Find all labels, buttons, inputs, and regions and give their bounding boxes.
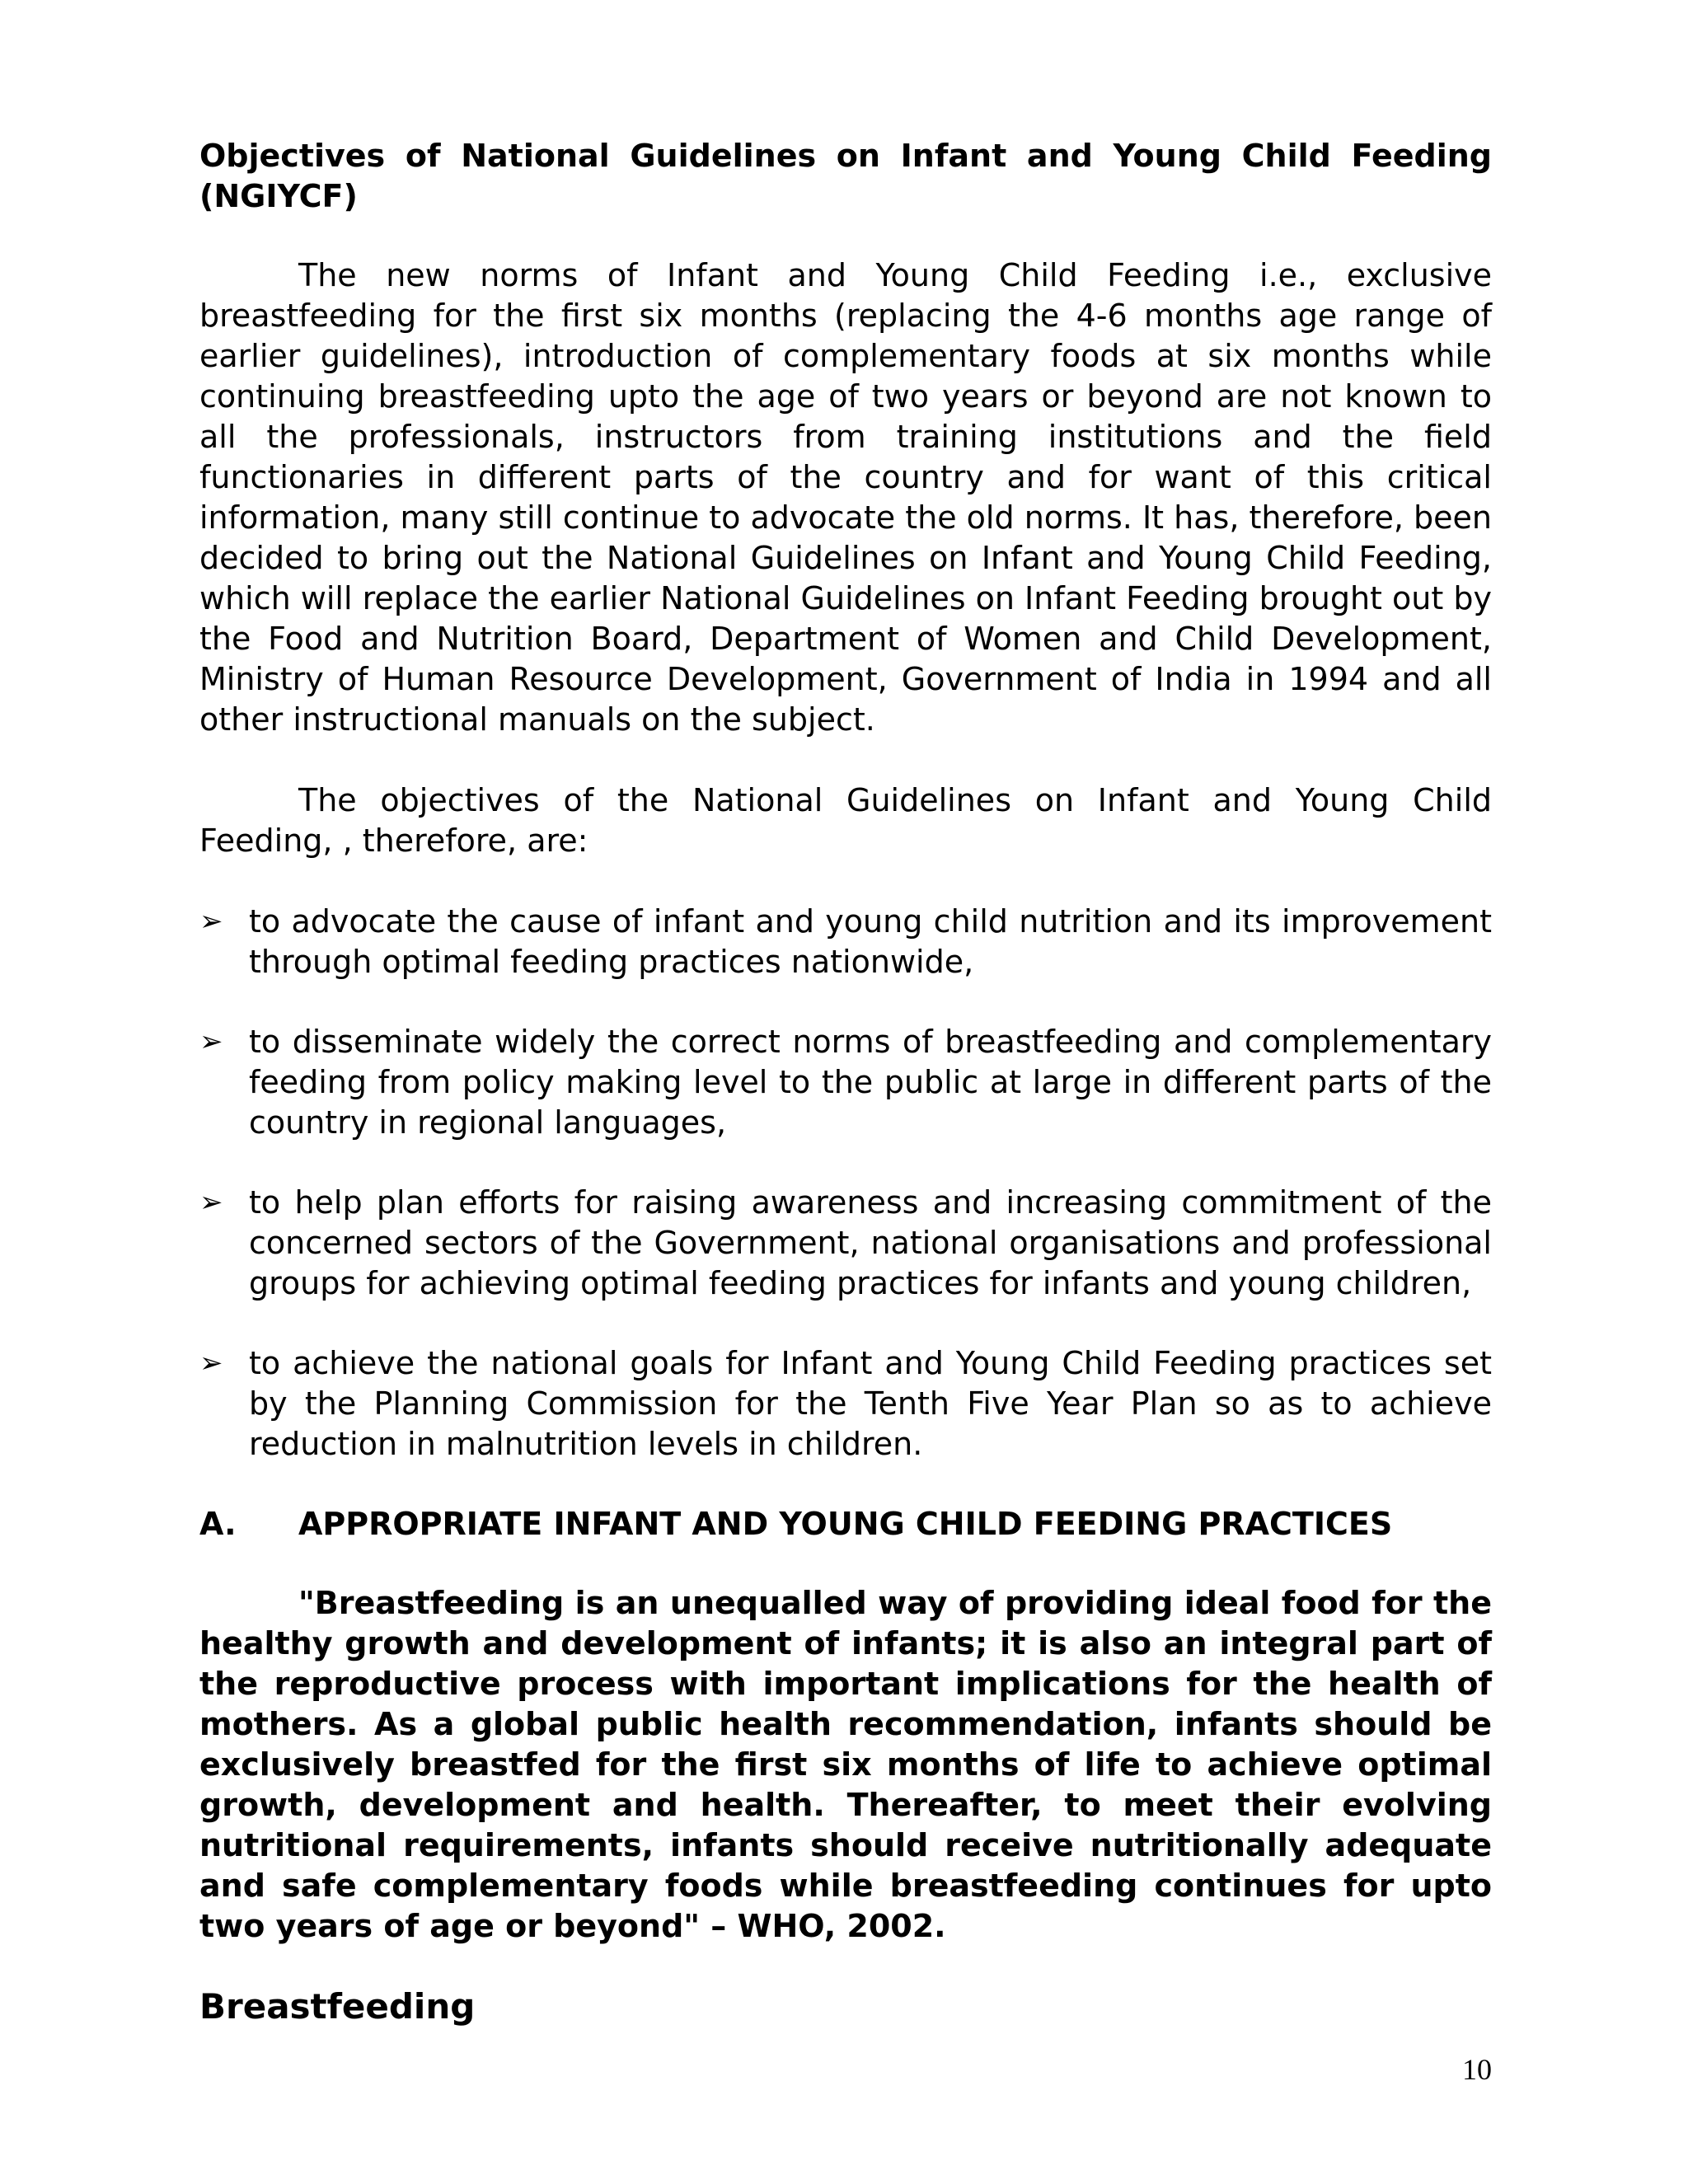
objective-text: to disseminate widely the correct norms of breastfeeding and complementary feeding from policy making level to the public at large in different parts of the country in regional languages, [249, 1024, 1492, 1141]
objective-item [199, 1022, 1492, 1143]
page-content [199, 136, 1492, 2028]
objective-item [199, 902, 1492, 982]
who-quote: "Breastfeeding is an unequalled way of providing ideal food for the healthy growth and development of infants; it is also an integral part of the reproductive process with important implications for the health of mothers. As a global public health recommendation, infants should be exclusively breastfed for the first six months of life to achieve optimal growth, development and health. Thereafter, to meet their evolving nutritional requirements, infants should receive nutritionally adequate and safe complementary foods while breastfeeding continues for upto two years of age or beyond" – WHO, 2002. [199, 1585, 1492, 1944]
objectives-list [199, 902, 1492, 1465]
objective-item [199, 1343, 1492, 1465]
objective-text: to advocate the cause of infant and young child nutrition and its improvement through optimal feeding practices nationwide, [249, 903, 1492, 980]
objectives-intro-paragraph: The objectives of the National Guidelines on Infant and Young Child Feeding, , therefore, are: [199, 782, 1492, 859]
intro-paragraph: The new norms of Infant and Young Child Feeding i.e., exclusive breastfeeding for the first six months (replacing the 4-6 months age range of earlier guidelines), introduction of complementary foods at six months while continuing breastfeeding upto the age of two years or beyond are not known to all the professionals, instructors from training institutions and the field functionaries in different parts of the country and for want of this critical information, many still continue to advocate the old norms. It has, therefore, been decided to bring out the National Guidelines on Infant and Young Child Feeding, which will replace the earlier National Guidelines on Infant Feeding brought out by the Food and Nutrition Board, Department of Women and Child Development, Ministry of Human Resource Development, Government of India in 1994 and all other instructional manuals on the subject. [199, 257, 1492, 738]
objective-text: to achieve the national goals for Infant and Young Child Feeding practices set by the Planning Commission for the Tenth Five Year Plan so as to achieve reduction in malnutrition levels in children. [249, 1345, 1492, 1462]
section-heading [199, 1504, 1492, 1544]
arrow-bullet-icon: ➢ [199, 905, 223, 938]
section-title: APPROPRIATE INFANT AND YOUNG CHILD FEEDING PRACTICES [298, 1506, 1393, 1542]
document-heading: Objectives of National Guidelines on Infant and Young Child Feeding (NGIYCF) [199, 138, 1492, 214]
objective-text: to help plan efforts for raising awareness and increasing commitment of the concerned sectors of the Government, national organisations and professional groups for achieving optimal feeding practices for infants and young children, [249, 1184, 1492, 1301]
breastfeeding-subheading: Breastfeeding [199, 1986, 476, 2027]
arrow-bullet-icon: ➢ [199, 1186, 223, 1219]
section-letter: A. [199, 1506, 237, 1542]
page-number: 10 [1462, 2053, 1492, 2086]
arrow-bullet-icon: ➢ [199, 1347, 223, 1380]
objective-item [199, 1183, 1492, 1304]
arrow-bullet-icon: ➢ [199, 1025, 223, 1058]
